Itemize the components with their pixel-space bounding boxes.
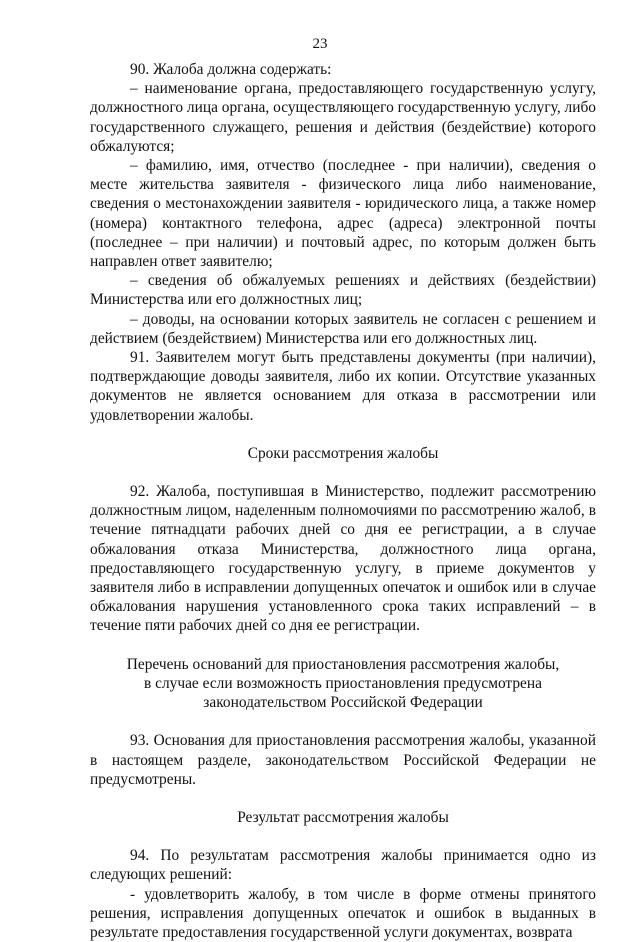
paragraph-93: 93. Основания для приостановления рассмотрения жалобы, указанной в настоящем разделе, законодательством Российской Федерации не предусмотрены.: [90, 732, 596, 788]
paragraph-94: 94. По результатам рассмотрения жалобы принимается одно из следующих решений:: [90, 847, 596, 884]
section-heading-review-terms: Сроки рассмотрения жалобы: [247, 444, 439, 462]
list-item-decisions-info: – сведения об обжалуемых решениях и действиях (бездействии) Министерства или его должностных лиц;: [90, 272, 596, 309]
paragraph-91: 91. Заявителем могут быть представлены документы (при наличии), подтверждающие доводы заявителя, либо их копии. Отсутствие указанных документов не является основанием для отказа в рассмотрении или удовлетворении жалобы.: [90, 349, 596, 424]
section-heading-suspension-grounds: [90, 655, 596, 713]
list-item-applicant-info: – фамилию, имя, отчество (последнее - при наличии), сведения о месте жительства заявителя - физического лица либо наименование, сведения о местонахождении заявителя - юридического лица, а также номер (номера) контактного телефона, адрес (адреса) электронной почты (последнее – при наличии) и почтовый адрес, по которым должен быть направлен ответ заявителю;: [90, 157, 596, 271]
list-item-organ-name: – наименование органа, предоставляющего государственную услугу, должностного лица органа, осуществляющего государственную услугу, либо государственного служащего, решения и действия (бездействие) которого обжалуются;: [90, 80, 596, 155]
list-item-satisfy-complaint: - удовлетворить жалобу, в том числе в форме отмены принятого решения, исправления допущенных опечаток и ошибок в выданных в результате предоставления государственной услуги документах, возврата: [90, 885, 596, 941]
heading-line: законодательством Российской Федерации: [203, 694, 483, 712]
page-number: 23: [312, 36, 328, 52]
list-item-arguments: – доводы, на основании которых заявитель не согласен с решением и действием (бездействием) Министерства или его должностных лиц.: [90, 310, 596, 347]
paragraph-90-intro: 90. Жалоба должна содержать:: [130, 61, 332, 78]
heading-line: Перечень оснований для приостановления рассмотрения жалобы,: [126, 655, 560, 673]
paragraph-92: 92. Жалоба, поступившая в Министерство, подлежит рассмотрению должностным лицом, наделенным полномочиями по рассмотрению жалоб, в течение пятнадцати рабочих дней со дня ее регистрации, а в случае обжалования отказа Министерства, должностного лица органа, предоставляющего государственную услугу, в приеме документов у заявителя либо в исправлении допущенных опечаток и ошибок или в случае обжалования нарушения установленного срока таких исправлений – в течение пяти рабочих дней со дня ее регистрации.: [90, 483, 596, 635]
document-body: [90, 60, 596, 942]
heading-line: в случае если возможность приостановления предусмотрена: [144, 674, 542, 692]
section-heading-review-result: Результат рассмотрения жалобы: [237, 808, 449, 826]
